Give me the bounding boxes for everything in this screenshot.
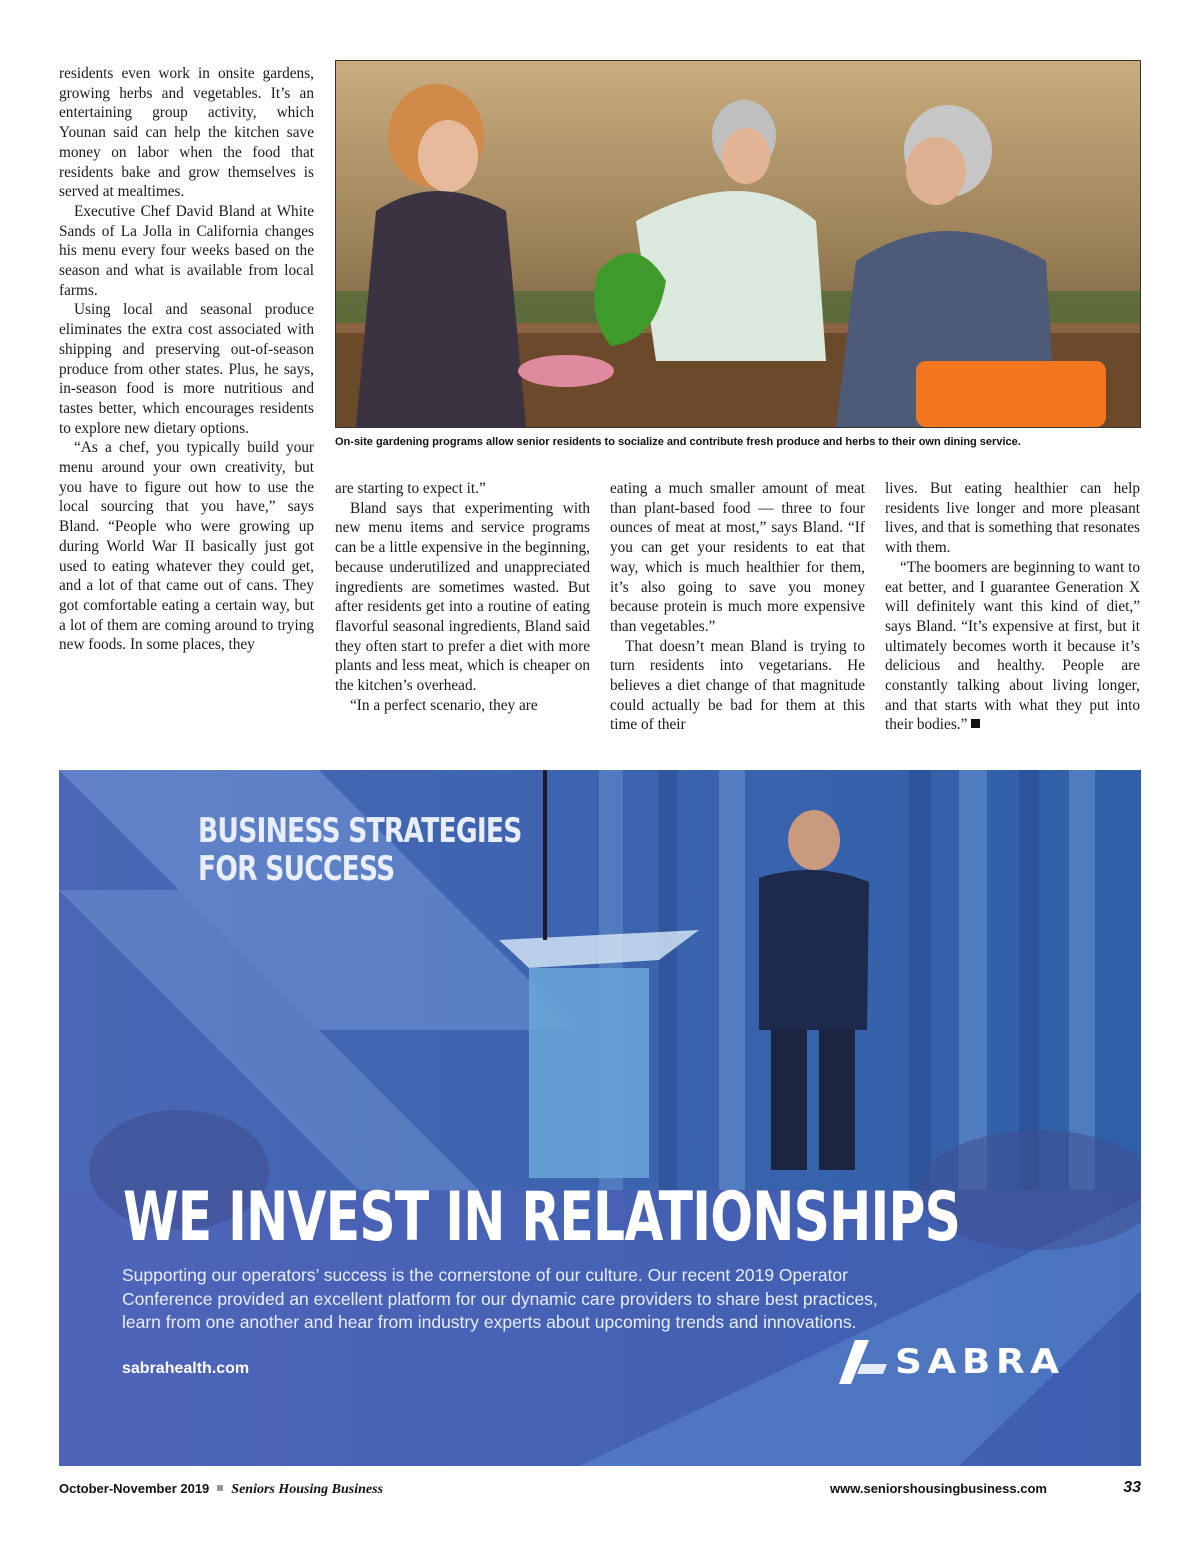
ad-tagline xyxy=(198,812,522,888)
paragraph: “As a chef, you typically build your menu around your own creativity, but you have to figure out how to use the local sourcing that you have,” says Bland. “People who were growing up during World War II basically just got used to eating whatever they could get, and a lot of that came out of cans. They got comfortable eating a certain way, but a lot of them are coming around to trying new foods. In some places, they xyxy=(59,439,314,654)
paragraph xyxy=(885,558,1140,735)
ad-tagline-line-2: FOR SUCCESS xyxy=(198,849,395,889)
sabra-advertisement xyxy=(59,770,1141,1466)
ad-website-link[interactable]: sabrahealth.com xyxy=(122,1360,250,1377)
paragraph: residents even work in onsite gardens, growing herbs and vegetables. It’s an entertaining group activity, which Younan said can help the kitchen save money on labor when the food that residents bake and grow themselves is served at mealtimes. xyxy=(59,65,314,201)
paragraph: Bland says that experimenting with new menu items and service programs can be a little expensive in the beginning, because underutilized and unappreciated ingredients are sometimes wasted. But after residents get into a routine of eating flavorful seasonal ingredients, Bland said they often start to prefer a diet with more plants and less meat, which is cheaper on the kitchen’s overhead. xyxy=(335,499,590,695)
article-column-1 xyxy=(59,64,314,655)
gardening-photo-illustration xyxy=(336,61,1140,427)
ad-body-text: Supporting our operators’ success is the cornerstone of our culture. Our recent 2019 Operator Conference provided an excellent platform for our dynamic care providers to share best practices, learn from one another and hear from industry experts about upcoming trends and innovations. xyxy=(122,1265,878,1332)
sabra-logo-icon xyxy=(839,1340,887,1384)
sabra-logo xyxy=(839,1340,1065,1384)
paragraph: are starting to expect it.” xyxy=(335,480,486,497)
footer-left xyxy=(59,1481,383,1498)
page-footer xyxy=(59,1481,1141,1501)
article-column-4 xyxy=(885,479,1140,735)
paragraph-text: “The boomers are beginning to want to eat better, and I guarantee Generation X will definitely want this kind of diet,” says Bland. “It’s expensive at first, but it ultimately becomes worth it because it’s delicious and healthy. People are constantly talking about living longer, and that starts with what they put into their bodies.” xyxy=(885,558,1140,734)
separator-icon xyxy=(217,1485,223,1491)
photo-caption: On-site gardening programs allow senior residents to socialize and contribute fresh produce and herbs to their own dining service. xyxy=(335,436,1021,448)
article-column-3 xyxy=(610,479,865,735)
footer-website[interactable]: www.seniorshousingbusiness.com xyxy=(830,1481,1047,1496)
article-column-2 xyxy=(335,479,590,715)
paragraph: “In a perfect scenario, they are xyxy=(350,696,538,714)
paragraph: Executive Chef David Bland at White Sands of La Jolla in California changes his menu every four weeks based on the season and what is available from local farms. xyxy=(59,202,314,299)
issue-date: October-November 2019 xyxy=(59,1481,210,1496)
gardening-photo xyxy=(335,60,1141,428)
ad-tagline-line-1: BUSINESS STRATEGIES xyxy=(198,811,522,851)
paragraph: Using local and seasonal produce eliminates the extra cost associated with shipping and preserving out-of-season produce from other states. Plus, he says, in-season food is more nutritious and tastes better, which encourages residents to explore new dietary options. xyxy=(59,301,314,437)
end-mark-icon xyxy=(971,719,980,728)
page-number: 33 xyxy=(1123,1479,1141,1496)
paragraph: eating a much smaller amount of meat than plant-based food — three to four ounces of meat at most,” says Bland. “If you can get your residents to eat that way, which is much healthier for them, it’s also going to save you money because protein is much more expensive than vegetables.” xyxy=(610,480,865,635)
publication-name: Seniors Housing Business xyxy=(231,1482,384,1497)
ad-headline: WE INVEST IN RELATIONSHIPS xyxy=(123,1178,961,1257)
paragraph: That doesn’t mean Bland is trying to turn residents into vegetarians. He believes a diet change of that magnitude could actually be bad for them at this time of their xyxy=(610,637,865,734)
paragraph: lives. But eating healthier can help residents live longer and more pleasant lives, and that is something that resonates with them. xyxy=(885,480,1140,557)
sabra-logo-text: SABRA xyxy=(895,1342,1065,1382)
